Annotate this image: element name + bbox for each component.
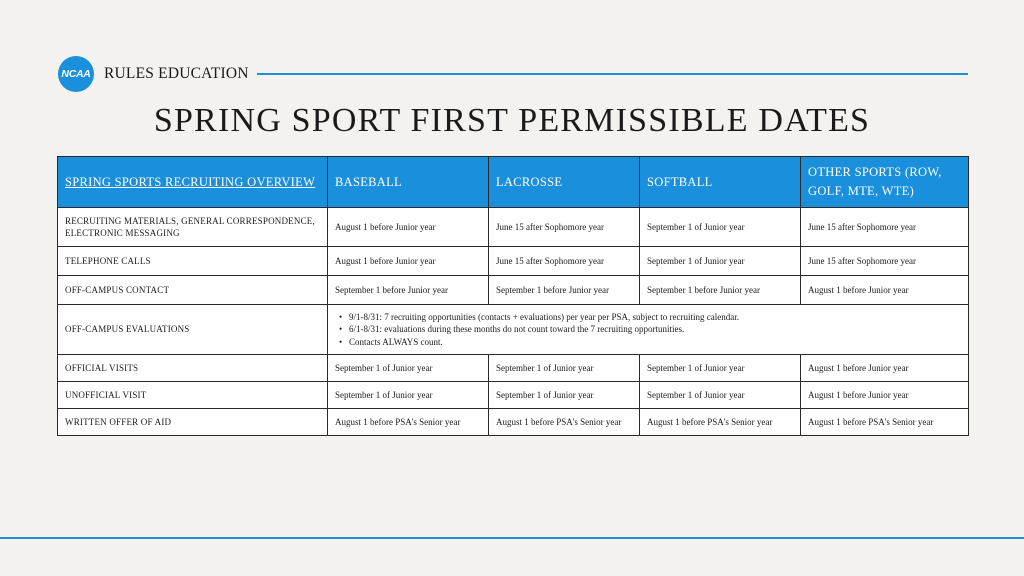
table-cell: August 1 before Junior year: [801, 382, 969, 409]
table-cell: June 15 after Sophomore year: [801, 247, 969, 276]
table-row: [58, 276, 969, 305]
table-cell: September 1 of Junior year: [489, 382, 640, 409]
evaluations-cell: [328, 305, 969, 355]
row-label: OFF-CAMPUS CONTACT: [58, 276, 328, 305]
table-cell: August 1 before Junior year: [801, 355, 969, 382]
list-item: • 6/1-8/31: evaluations during these months do not count toward the 7 recruiting opportunities.: [349, 323, 961, 335]
table-cell: September 1 of Junior year: [328, 382, 489, 409]
table-cell: August 1 before Junior year: [328, 208, 489, 247]
logo-text: NCAA: [61, 68, 91, 80]
table-cell: September 1 of Junior year: [489, 355, 640, 382]
list-item: • Contacts ALWAYS count.: [349, 336, 961, 348]
table-cell: September 1 of Junior year: [640, 355, 801, 382]
evaluation-rules-list: [335, 311, 961, 347]
table-cell: August 1 before PSA's Senior year: [328, 409, 489, 436]
table-row: [58, 382, 969, 409]
row-label: OFFICIAL VISITS: [58, 355, 328, 382]
column-header-other-sports: OTHER SPORTS (ROW, GOLF, MTE, WTE): [801, 157, 969, 208]
row-label: WRITTEN OFFER OF AID: [58, 409, 328, 436]
ncaa-logo: [58, 56, 94, 92]
footer-divider: [0, 537, 1024, 539]
list-item: • 9/1-8/31: 7 recruiting opportunities (contacts + evaluations) per year per PSA, subject to recruiting calendar.: [349, 311, 961, 323]
table-cell: September 1 of Junior year: [328, 355, 489, 382]
table-cell: June 15 after Sophomore year: [801, 208, 969, 247]
table-cell: September 1 before Junior year: [328, 276, 489, 305]
table-row: [58, 355, 969, 382]
column-header-softball: SOFTBALL: [640, 157, 801, 208]
table-row: [58, 208, 969, 247]
table-cell: September 1 before Junior year: [489, 276, 640, 305]
header: [58, 54, 968, 94]
table-cell: August 1 before PSA's Senior year: [489, 409, 640, 436]
table-cell: August 1 before PSA's Senior year: [640, 409, 801, 436]
brand-title: RULES EDUCATION: [104, 65, 249, 82]
header-divider: [257, 73, 968, 75]
column-header-baseball: BASEBALL: [328, 157, 489, 208]
row-label: RECRUITING MATERIALS, GENERAL CORRESPONDENCE, ELECTRONIC MESSAGING: [58, 208, 328, 247]
table-row: [58, 305, 969, 355]
table-cell: August 1 before Junior year: [801, 276, 969, 305]
row-label: TELEPHONE CALLS: [58, 247, 328, 276]
table-cell: August 1 before Junior year: [328, 247, 489, 276]
row-label: UNOFFICIAL VISIT: [58, 382, 328, 409]
table-cell: September 1 of Junior year: [640, 208, 801, 247]
table-cell: June 15 after Sophomore year: [489, 247, 640, 276]
column-header-lacrosse: LACROSSE: [489, 157, 640, 208]
table-cell: September 1 of Junior year: [640, 247, 801, 276]
table-header-row: [58, 157, 969, 208]
table-cell: September 1 of Junior year: [640, 382, 801, 409]
page-title: SPRING SPORT FIRST PERMISSIBLE DATES: [153, 102, 871, 139]
table-cell: June 15 after Sophomore year: [489, 208, 640, 247]
table-cell: September 1 before Junior year: [640, 276, 801, 305]
table-row: [58, 409, 969, 436]
column-header-overview[interactable]: SPRING SPORTS RECRUITING OVERVIEW: [58, 157, 328, 208]
table-row: [58, 247, 969, 276]
recruiting-dates-table: [57, 156, 969, 436]
table-cell: August 1 before PSA's Senior year: [801, 409, 969, 436]
row-label: OFF-CAMPUS EVALUATIONS: [58, 305, 328, 355]
